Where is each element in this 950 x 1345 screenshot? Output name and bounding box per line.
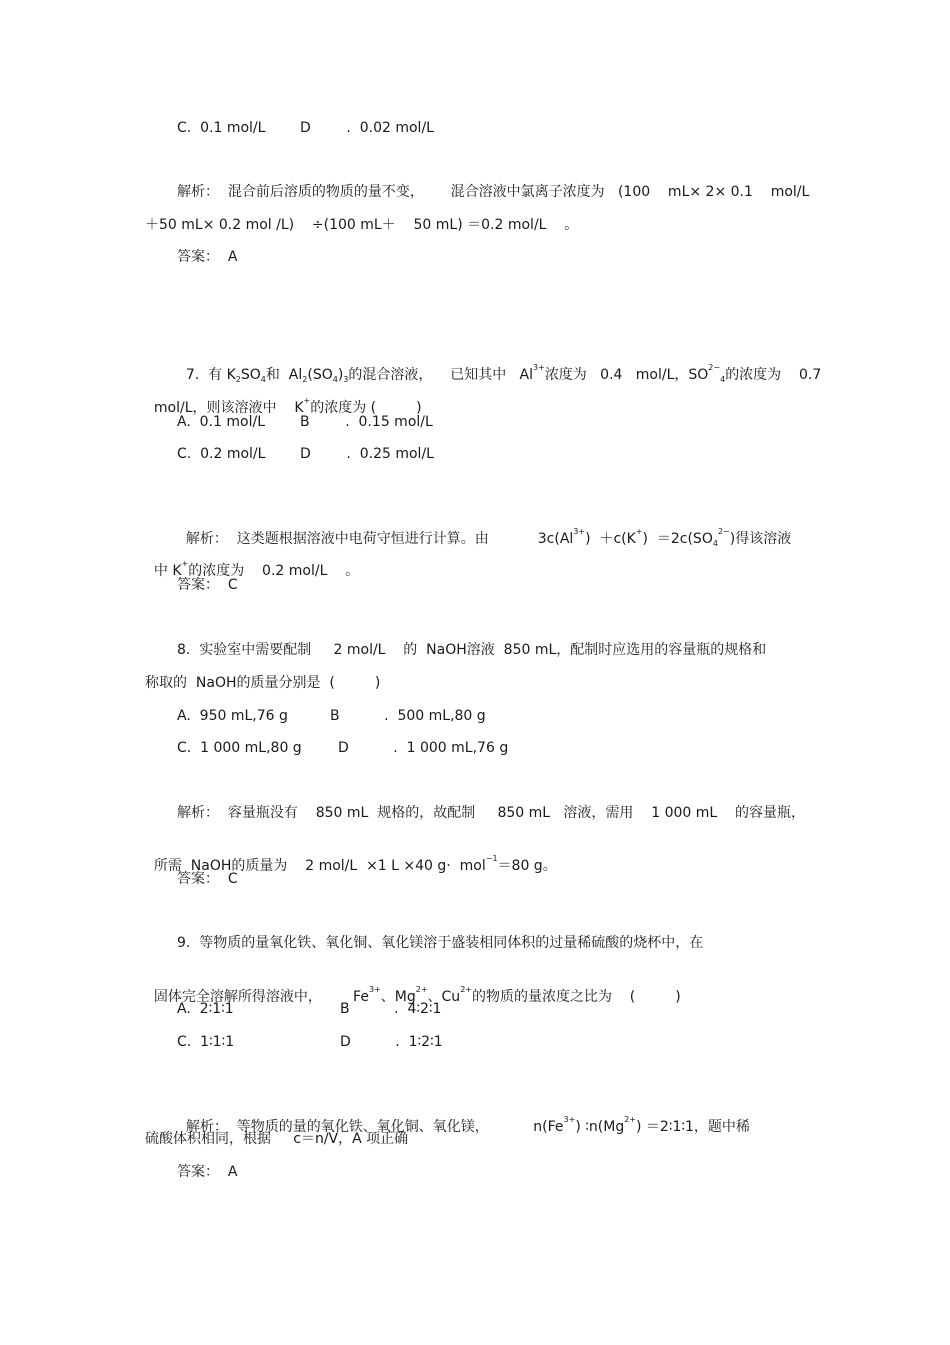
text: 固体完全溶解所得溶液中， Fe [153, 989, 369, 1005]
option-b: B . 500 mL,80 g [330, 708, 486, 724]
analysis-line: 解析： 混合前后溶质的物质的量不变， 混合溶液中氯离子浓度为 (100 mL× 2× 0.1 mol/L [177, 184, 810, 200]
superscript: 2− [717, 527, 730, 536]
superscript: 2+ [415, 985, 428, 994]
text: 所需 NaOH的质量为 2 mol/L ×1 L ×40 g· mol [153, 858, 486, 874]
text: 解析： 等物质的量的氧化铁、氧化铜、氧化镁， n(Fe [185, 1119, 564, 1135]
question-8-stem: 8. 实验室中需要配制 2 mol/L 的 NaOH溶液 850 mL，配制时应选用的容量瓶的规格和 [177, 642, 767, 658]
superscript: + [303, 396, 311, 405]
text: ) [337, 367, 344, 383]
text: 和 Al [265, 367, 303, 383]
option-b: B . 4∶2∶1 [340, 1001, 442, 1017]
text: ) ∶n(Mg [575, 1119, 625, 1135]
answer: 答案： C [177, 871, 238, 887]
analysis-line: ＋50 mL× 0.2 mol /L) ÷(100 mL＋ 50 mL) ＝0.2 mol/L 。 [145, 217, 579, 233]
superscript: + [181, 559, 189, 568]
text: ) ＋c(K [585, 531, 636, 547]
subscript: 3 [343, 375, 349, 384]
text: 的物质的量浓度之比为 ( ) [471, 989, 681, 1005]
text: 的混合溶液， 已知其中 Al [348, 367, 534, 383]
option-b: B . 0.15 mol/L [300, 414, 433, 430]
subscript: 4 [260, 375, 266, 384]
question-8-stem: 称取的 NaOH的质量分别是 ( ) [145, 675, 381, 691]
option-c: C. 0.1 mol/L [177, 120, 266, 136]
superscript: 3+ [368, 985, 381, 994]
option-a: A. 950 mL,76 g [177, 708, 288, 724]
option-c: C. 1∶1∶1 [177, 1034, 235, 1050]
superscript: 2+ [624, 1115, 636, 1124]
text: SO [240, 367, 261, 383]
superscript: 2− [708, 363, 721, 372]
text: 、Cu [427, 989, 461, 1005]
answer: 答案： A [177, 249, 238, 265]
analysis-line: 解析： 容量瓶没有 850 mL 规格的，故配制 850 mL 溶液，需用 1 000 mL 的容量瓶， [177, 805, 805, 821]
option-d: D . 1 000 mL,76 g [338, 740, 509, 756]
option-a: A. 2∶1∶1 [177, 1001, 234, 1017]
question-9-stem: 9. 等物质的量氧化铁、氧化铜、氧化镁溶于盛装相同体积的过量稀硫酸的烧杯中，在 [177, 935, 704, 951]
option-a: A. 0.1 mol/L [177, 414, 266, 430]
text: )得该溶液 [729, 531, 792, 547]
analysis-line: 硫酸体积相同，根据 c＝n/V，A 项正确 [145, 1131, 409, 1147]
text: ＝80 g。 [497, 858, 557, 874]
option-d: D . 0.25 mol/L [300, 446, 434, 462]
text: 的浓度为 ( ) [310, 400, 422, 416]
subscript: 2 [235, 375, 241, 384]
option-c: C. 0.2 mol/L [177, 446, 266, 462]
text: 7. 有 K [185, 367, 236, 383]
superscript: 3+ [533, 363, 545, 372]
text: ) ＝2∶1∶1，题中稀 [636, 1119, 750, 1135]
option-d: D . 1∶2∶1 [340, 1034, 443, 1050]
subscript: 4 [720, 375, 726, 384]
text: 解析： 这类题根据溶液中电荷守恒进行计算。由 3c(Al [185, 531, 574, 547]
superscript: 2+ [460, 985, 472, 994]
option-d: D . 0.02 mol/L [300, 120, 434, 136]
subscript: 4 [712, 539, 718, 548]
text: 中 K [153, 563, 182, 579]
text: 的浓度为 0.7 [725, 367, 822, 383]
superscript: 3+ [573, 527, 586, 536]
superscript: 3+ [563, 1115, 576, 1124]
text: ) ＝2c(SO [642, 531, 713, 547]
answer: 答案： A [177, 1164, 238, 1180]
text: 、Mg [380, 989, 416, 1005]
text: 浓度为 0.4 mol/L，SO [544, 367, 709, 383]
answer: 答案： C [177, 577, 238, 593]
superscript: + [635, 527, 643, 536]
text: (SO [307, 367, 333, 383]
text: mol/L，则该溶液中 K [153, 400, 304, 416]
superscript: −1 [485, 854, 498, 863]
subscript: 4 [332, 375, 338, 384]
text: 的浓度为 0.2 mol/L 。 [188, 563, 360, 579]
option-c: C. 1 000 mL,80 g [177, 740, 302, 756]
subscript: 2 [302, 375, 308, 384]
